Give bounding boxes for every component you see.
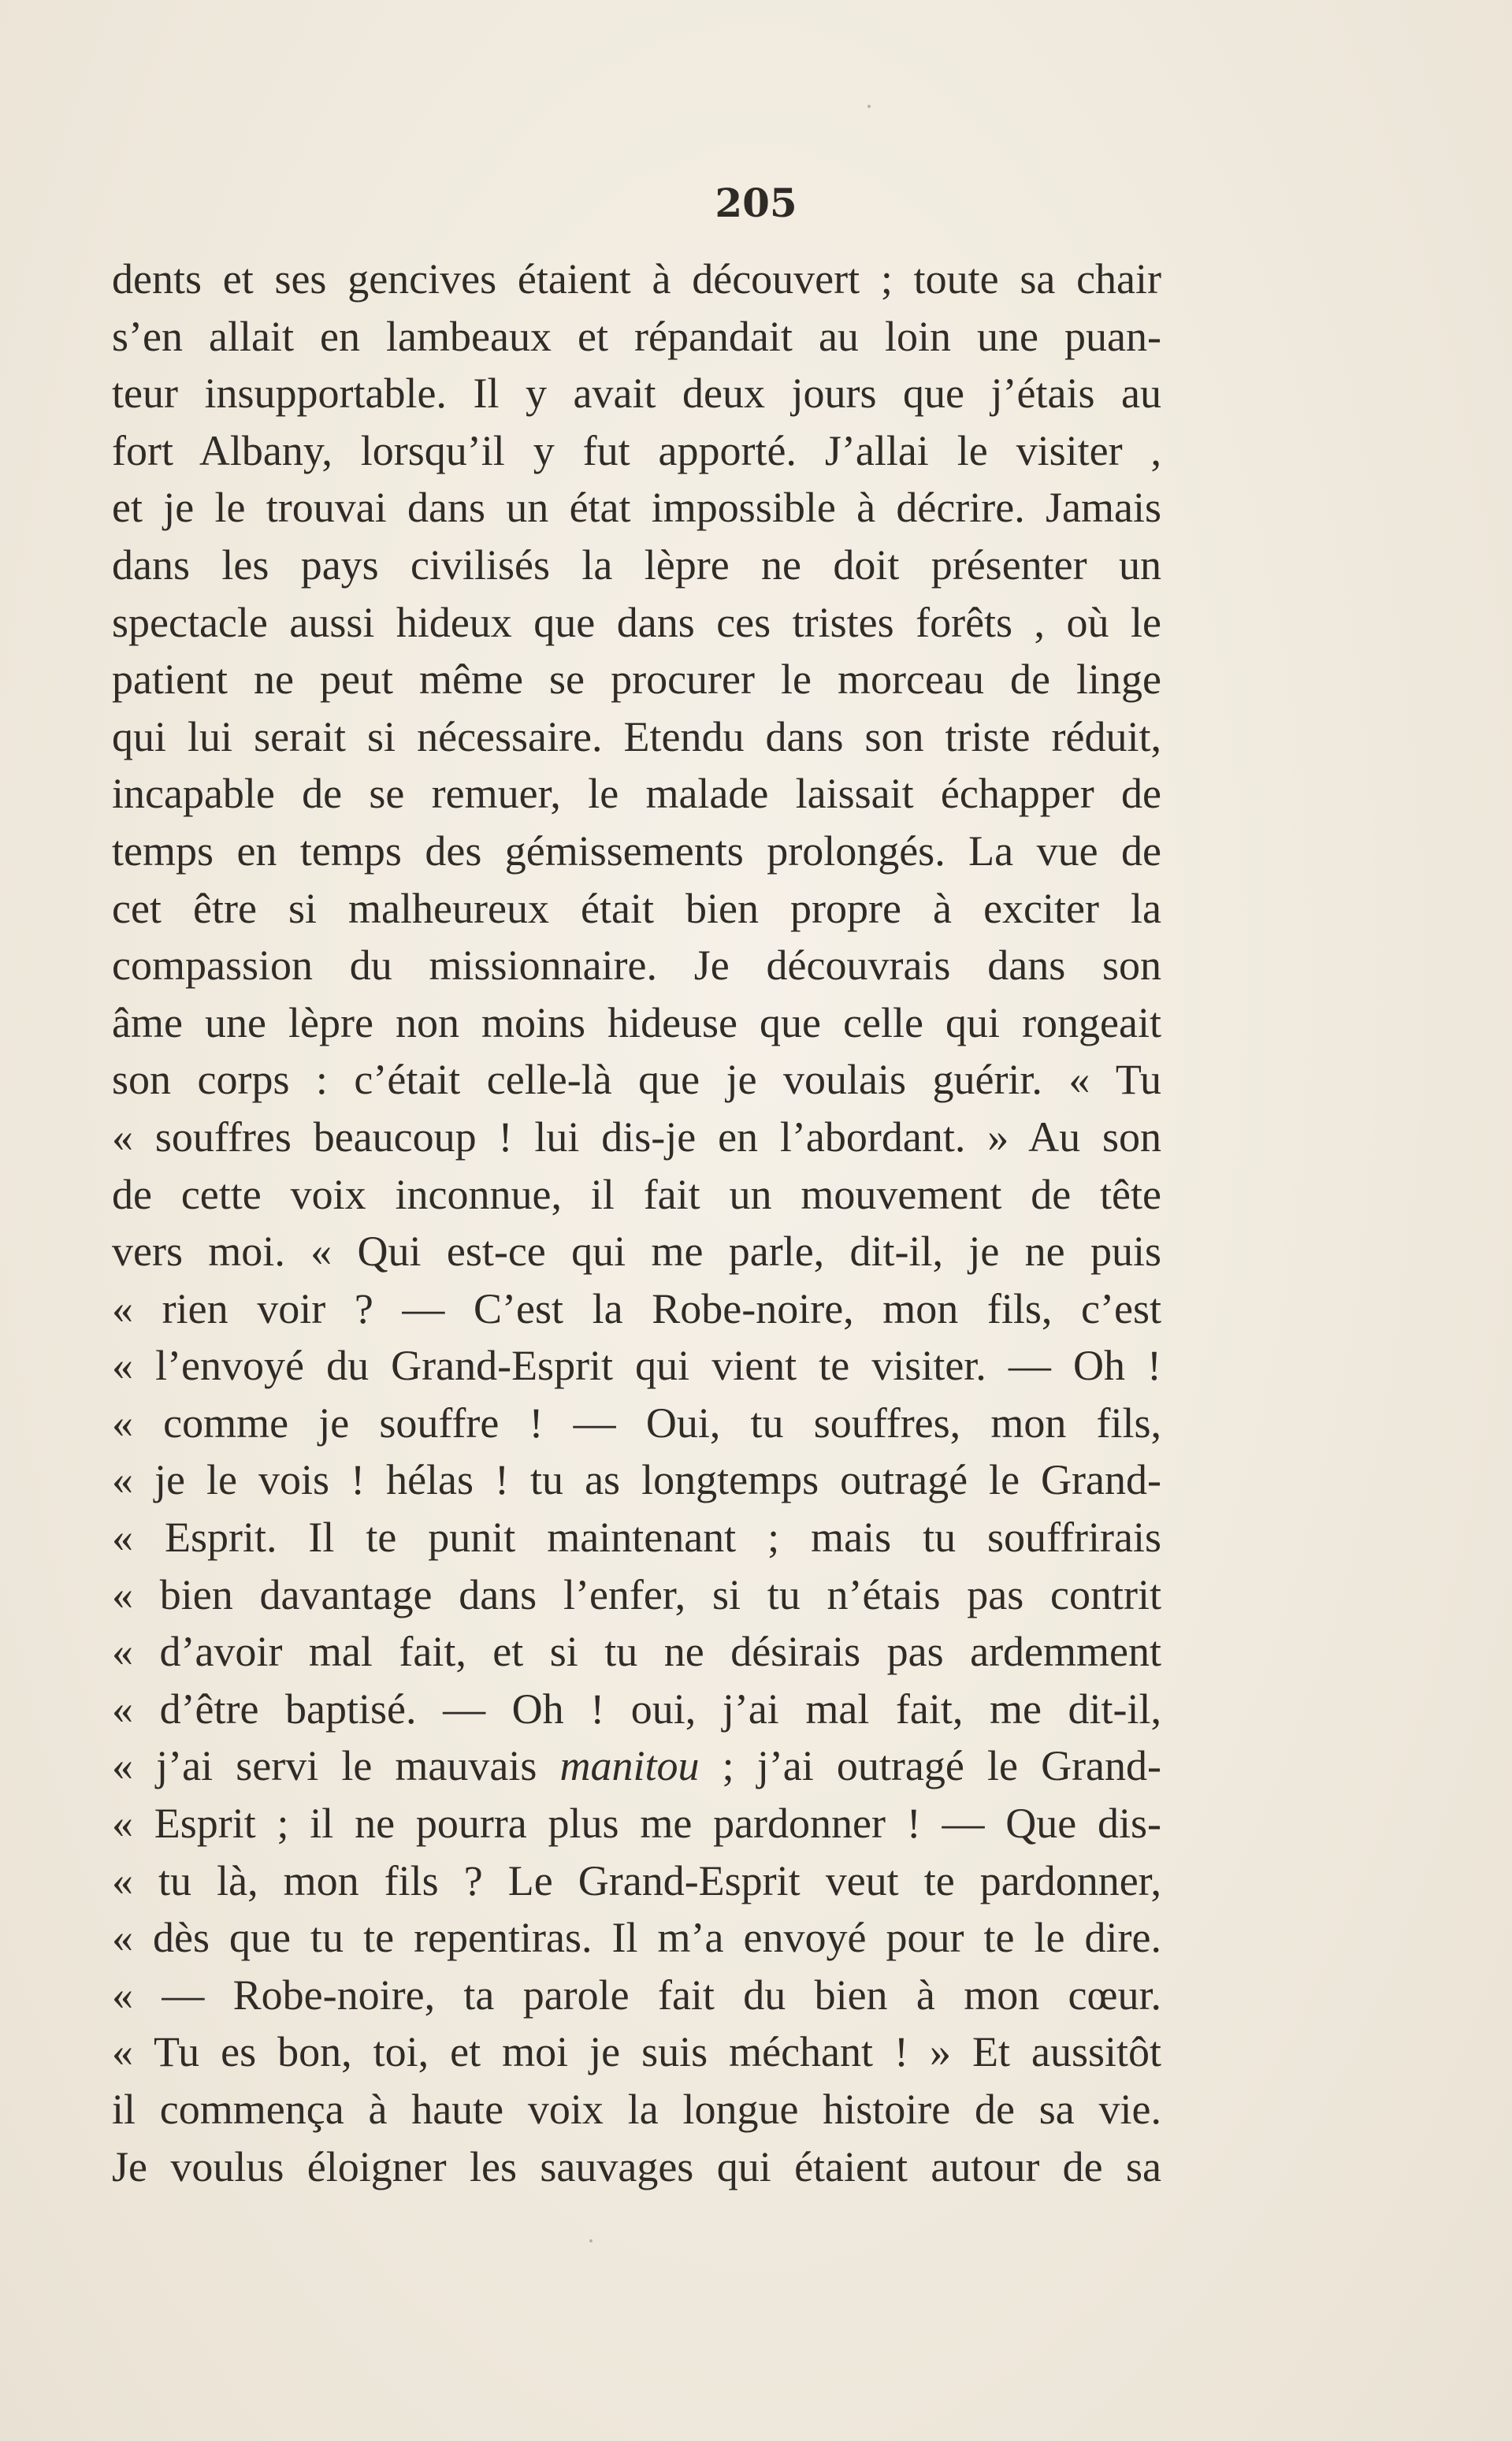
text-line: de cette voix inconnue, il fait un mouvement de tête — [112, 1170, 1161, 1218]
text-line: temps en temps des gémissements prolongés. La vue de — [112, 827, 1161, 875]
paper-speck — [589, 2239, 593, 2242]
text-line: vers moi. « Qui est-ce qui me parle, dit-il, je ne puis — [112, 1228, 1161, 1276]
text-line: « l’envoyé du Grand-Esprit qui vient te visiter. — Oh ! — [112, 1342, 1161, 1390]
text-line: « comme je souffre ! — Oui, tu souffres, mon fils, — [112, 1399, 1161, 1447]
page-number: 205 — [715, 180, 797, 226]
text-line: incapable de se remuer, le malade laissait échapper de — [112, 770, 1161, 818]
text-line: « bien davantage dans l’enfer, si tu n’étais pas contrit — [112, 1570, 1161, 1618]
text-line: son corps : c’était celle-là que je voulais guérir. « Tu — [112, 1056, 1161, 1104]
text-line: « tu là, mon fils ? Le Grand-Esprit veut te pardonner, — [112, 1856, 1161, 1904]
text-line: « d’être baptisé. — Oh ! oui, j’ai mal fait, me dit-il, — [112, 1685, 1161, 1733]
text-line: patient ne peut même se procurer le morceau de linge — [112, 656, 1161, 704]
text-line: « — Robe-noire, ta parole fait du bien à mon cœur. — [112, 1971, 1161, 2019]
text-line: fort Albany, lorsqu’il y fut apporté. J’allai le visiter , — [112, 426, 1161, 474]
text-line: « dès que tu te repentiras. Il m’a envoyé pour te le dire. — [112, 1914, 1161, 1962]
text-line: « rien voir ? — C’est la Robe-noire, mon fils, c’est — [112, 1284, 1161, 1332]
text-line: compassion du missionnaire. Je découvrais dans son — [112, 942, 1161, 990]
text-line: « je le vois ! hélas ! tu as longtemps outragé le Grand- — [112, 1456, 1161, 1504]
text-line: et je le trouvai dans un état impossible à décrire. Jamais — [112, 484, 1161, 532]
text-line: teur insupportable. Il y avait deux jours que j’étais au — [112, 370, 1161, 418]
text-line: il commença à haute voix la longue histoire de sa vie. — [112, 2086, 1161, 2133]
text-line: « Esprit ; il ne pourra plus me pardonner ! — Que dis- — [112, 1800, 1161, 1848]
text-line: s’en allait en lambeaux et répandait au loin une puan- — [112, 312, 1161, 360]
paper-speck — [867, 105, 871, 108]
text-line: « d’avoir mal fait, et si tu ne désirais pas ardemment — [112, 1628, 1161, 1676]
text-line: âme une lèpre non moins hideuse que celle qui rongeait — [112, 998, 1161, 1046]
text-line: Je voulus éloigner les sauvages qui étaient autour de sa — [112, 2142, 1161, 2190]
text-line: spectacle aussi hideux que dans ces tristes forêts , où le — [112, 598, 1161, 646]
text-line: « souffres beaucoup ! lui dis-je en l’abordant. » Au son — [112, 1113, 1161, 1161]
body-text — [112, 251, 1161, 2195]
text-line: « j’ai servi le mauvais manitou ; j’ai outragé le Grand- — [112, 1742, 1161, 1790]
text-line: dents et ses gencives étaient à découvert ; toute sa chair — [112, 255, 1161, 303]
text-line: dans les pays civilisés la lèpre ne doit présenter un — [112, 541, 1161, 589]
text-line: qui lui serait si nécessaire. Etendu dans son triste réduit, — [112, 712, 1161, 760]
text-line: cet être si malheureux était bien propre à exciter la — [112, 884, 1161, 932]
text-line: « Esprit. Il te punit maintenant ; mais tu souffrirais — [112, 1514, 1161, 1562]
text-line: « Tu es bon, toi, et moi je suis méchant ! » Et aussitôt — [112, 2028, 1161, 2076]
